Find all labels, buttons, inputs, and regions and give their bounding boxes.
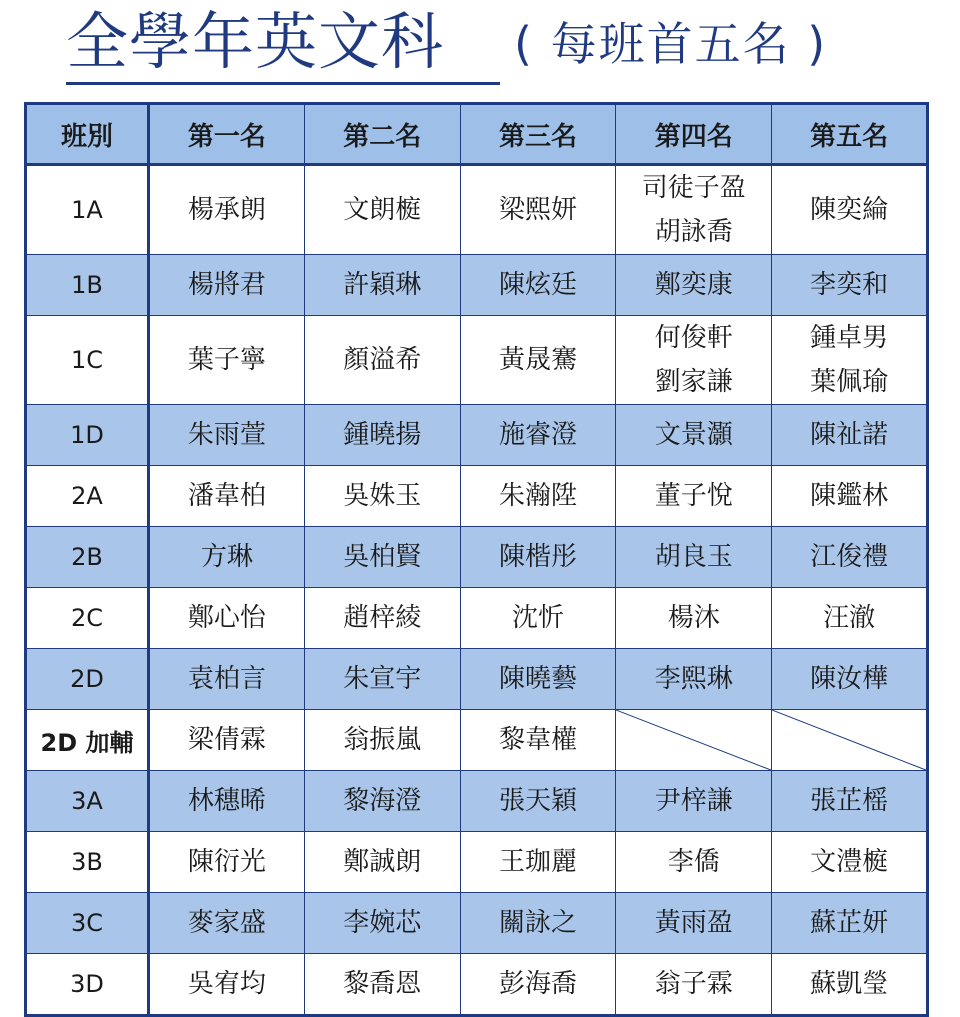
name-cell: 吳宥均: [149, 954, 305, 1016]
name-cell: 彭海喬: [460, 954, 616, 1016]
table-row: [26, 316, 928, 405]
name-cell: 陳衍光: [149, 832, 305, 893]
table-row: [26, 588, 928, 649]
class-cell: 2C: [26, 588, 149, 649]
table-row: [26, 832, 928, 893]
table-row: [26, 255, 928, 316]
header-rank-1: 第一名: [149, 104, 305, 165]
name-cell: 吳姝玉: [304, 466, 460, 527]
name-cell: 汪澈: [772, 588, 928, 649]
name-cell: 文澧榳: [772, 832, 928, 893]
name-cell: 趙梓綾: [304, 588, 460, 649]
header-class: 班別: [26, 104, 149, 165]
name-cell: 黃雨盈: [616, 893, 772, 954]
name-cell: 梁倩霖: [149, 710, 305, 771]
name-cell: 黎喬恩: [304, 954, 460, 1016]
header-rank-2: 第二名: [304, 104, 460, 165]
class-cell: 3C: [26, 893, 149, 954]
table-row: [26, 710, 928, 771]
diagonal-line: [616, 710, 771, 770]
name-cell: 吳柏賢: [304, 527, 460, 588]
name-cell: 黎韋權: [460, 710, 616, 771]
name-cell: 蘇凱瑩: [772, 954, 928, 1016]
name-cell: 陳奕綸: [772, 165, 928, 255]
class-cell: 1B: [26, 255, 149, 316]
name-cell: 江俊禮: [772, 527, 928, 588]
table-row: [26, 527, 928, 588]
header-rank-4: 第四名: [616, 104, 772, 165]
name-cell: 朱雨萱: [149, 405, 305, 466]
name-cell: 楊將君: [149, 255, 305, 316]
class-cell: 3D: [26, 954, 149, 1016]
name-cell: 楊承朗: [149, 165, 305, 255]
header-rank-5: 第五名: [772, 104, 928, 165]
name-cell: 翁振嵐: [304, 710, 460, 771]
name-cell: 梁熙妍: [460, 165, 616, 255]
name-cell: 文朗榳: [304, 165, 460, 255]
class-cell: 3A: [26, 771, 149, 832]
table-row: [26, 405, 928, 466]
title-underline: [66, 82, 500, 85]
header-rank-3: 第三名: [460, 104, 616, 165]
page-subtitle: ( 每班首五名 ): [514, 17, 828, 71]
name-cell: 施睿澄: [460, 405, 616, 466]
table-row: [26, 165, 928, 255]
name-cell: 司徒子盈 胡詠喬: [616, 165, 772, 255]
name-cell: 袁柏言: [149, 649, 305, 710]
class-cell: 2B: [26, 527, 149, 588]
table-row: [26, 893, 928, 954]
name-cell: 方琳: [149, 527, 305, 588]
name-cell: 翁子霖: [616, 954, 772, 1016]
name-cell: 許穎琳: [304, 255, 460, 316]
name-cell: 黃晟騫: [460, 316, 616, 405]
empty-cell: [772, 710, 928, 771]
name-cell: 陳楷彤: [460, 527, 616, 588]
name-cell: 陳汝樺: [772, 649, 928, 710]
title-block: [66, 4, 896, 96]
name-cell: 李婉芯: [304, 893, 460, 954]
name-cell: 鄭奕康: [616, 255, 772, 316]
name-cell: 陳炫廷: [460, 255, 616, 316]
name-cell: 黎海澄: [304, 771, 460, 832]
table-row: [26, 771, 928, 832]
class-cell: 2D 加輔: [26, 710, 149, 771]
class-cell: 2D: [26, 649, 149, 710]
name-cell: 張天穎: [460, 771, 616, 832]
name-cell: 張芷榣: [772, 771, 928, 832]
class-cell: 1A: [26, 165, 149, 255]
header-row: [26, 104, 928, 165]
name-cell: 關詠之: [460, 893, 616, 954]
table-row: [26, 954, 928, 1016]
name-cell: 李熙琳: [616, 649, 772, 710]
class-cell: 2A: [26, 466, 149, 527]
class-cell: 1C: [26, 316, 149, 405]
class-cell: 3B: [26, 832, 149, 893]
name-cell: 王珈麗: [460, 832, 616, 893]
name-cell: 尹梓謙: [616, 771, 772, 832]
name-cell: 林穗晞: [149, 771, 305, 832]
name-cell: 潘韋柏: [149, 466, 305, 527]
name-cell: 楊沐: [616, 588, 772, 649]
name-cell: 鄭心怡: [149, 588, 305, 649]
name-cell: 陳曉藝: [460, 649, 616, 710]
diagonal-line: [772, 710, 926, 770]
class-cell: 1D: [26, 405, 149, 466]
page-title: 全學年英文科: [66, 5, 445, 78]
name-cell: 陳鑑林: [772, 466, 928, 527]
name-cell: 朱瀚陞: [460, 466, 616, 527]
empty-cell: [616, 710, 772, 771]
name-cell: 文景灝: [616, 405, 772, 466]
name-cell: 葉子寧: [149, 316, 305, 405]
name-cell: 何俊軒 劉家謙: [616, 316, 772, 405]
name-cell: 沈忻: [460, 588, 616, 649]
ranking-table: [24, 102, 929, 1017]
name-cell: 陳祉諾: [772, 405, 928, 466]
name-cell: 鄭誠朗: [304, 832, 460, 893]
name-cell: 鍾卓男 葉佩瑜: [772, 316, 928, 405]
table-row: [26, 466, 928, 527]
name-cell: 李僑: [616, 832, 772, 893]
name-cell: 胡良玉: [616, 527, 772, 588]
name-cell: 董子悅: [616, 466, 772, 527]
name-cell: 蘇芷妍: [772, 893, 928, 954]
name-cell: 麥家盛: [149, 893, 305, 954]
name-cell: 顏溢希: [304, 316, 460, 405]
table-row: [26, 649, 928, 710]
name-cell: 朱宣宇: [304, 649, 460, 710]
name-cell: 李奕和: [772, 255, 928, 316]
name-cell: 鍾曉揚: [304, 405, 460, 466]
